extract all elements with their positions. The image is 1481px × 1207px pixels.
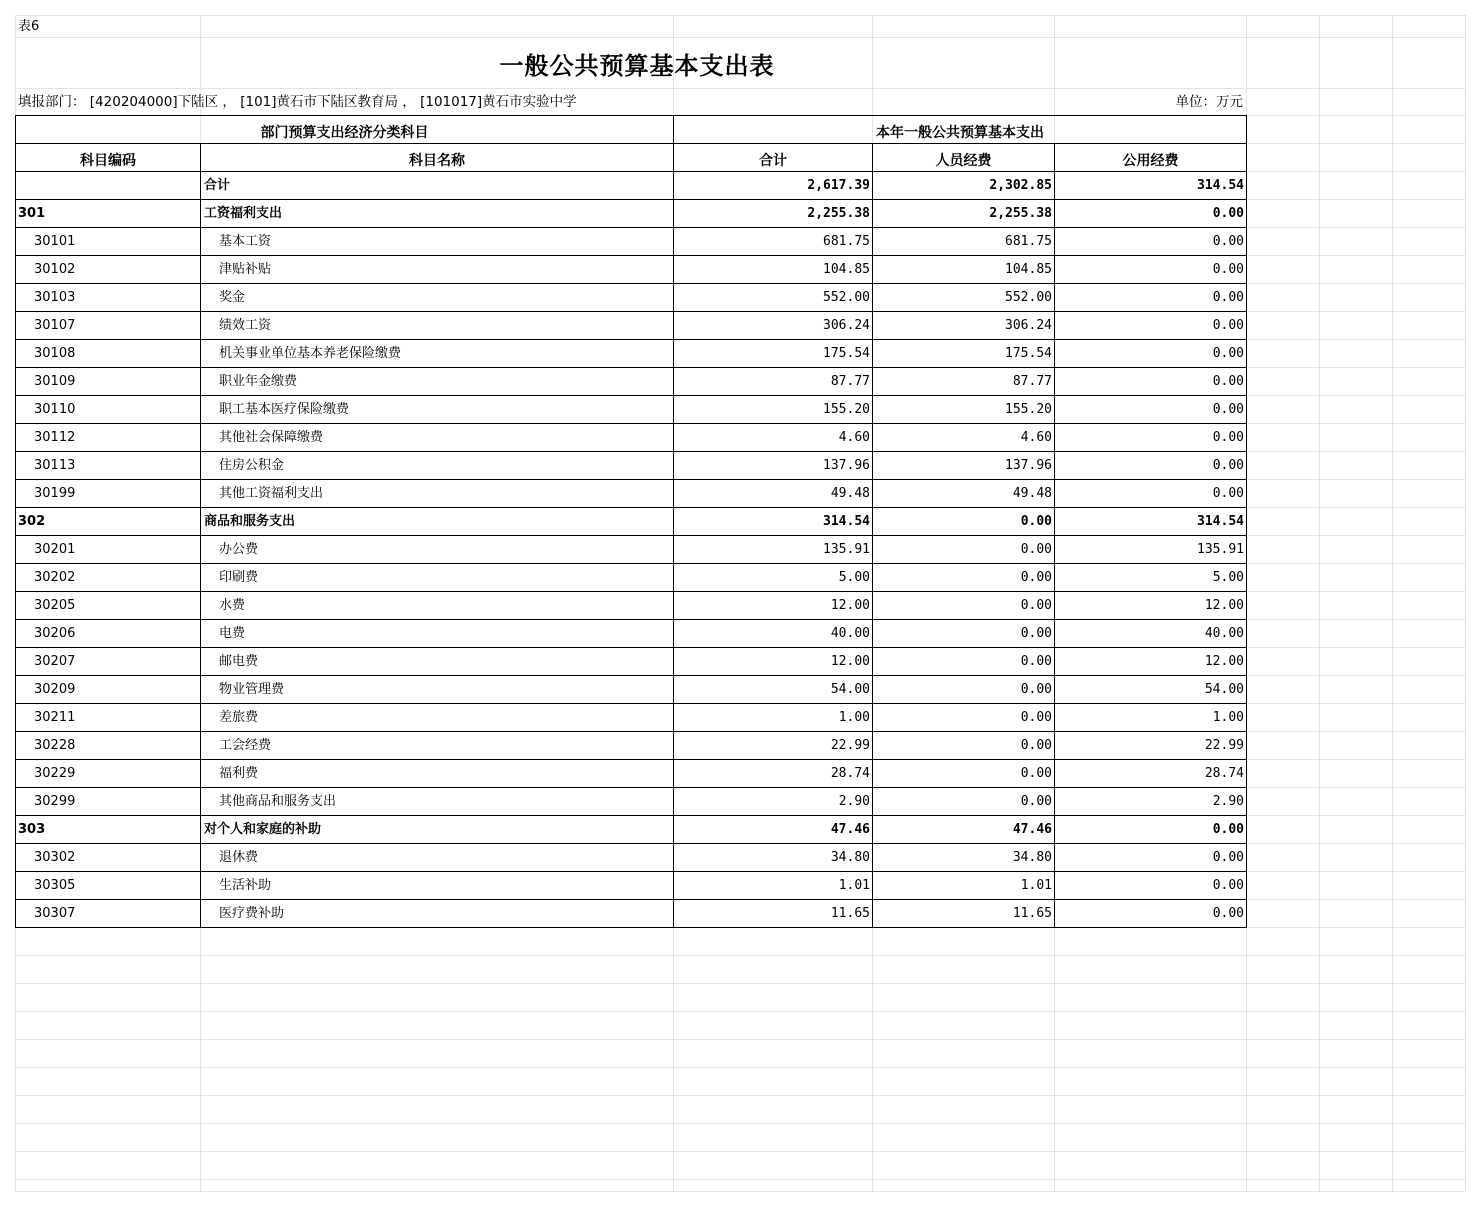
- row-name: 电费: [219, 626, 246, 641]
- gridline-horizontal: [15, 1123, 1465, 1124]
- row-public: 0.00: [1212, 906, 1244, 921]
- row-name: 差旅费: [219, 710, 259, 725]
- row-personnel: 552.00: [1005, 290, 1052, 305]
- gridline-horizontal: [15, 1039, 1465, 1040]
- row-code: 30299: [34, 794, 76, 809]
- row-name: 邮电费: [219, 654, 259, 669]
- row-code: 30302: [34, 850, 76, 865]
- unit-label: 单位：万元: [1175, 94, 1243, 110]
- filing-department: 填报部门： [420204000]下陆区 ， [101]黄石市下陆区教育局 ， [101017]黄石市实验中学: [18, 94, 577, 110]
- row-total: 306.24: [823, 318, 870, 333]
- row-total: 54.00: [830, 682, 870, 697]
- header-personnel: 人员经费: [935, 153, 992, 169]
- row-total: 12.00: [830, 654, 870, 669]
- row-public: 12.00: [1204, 654, 1244, 669]
- row-code: 30110: [34, 402, 76, 417]
- row-code: 30103: [34, 290, 76, 305]
- row-total: 175.54: [823, 346, 870, 361]
- row-code: 30228: [34, 738, 76, 753]
- row-code: 30113: [34, 458, 76, 473]
- row-public: 0.00: [1212, 290, 1244, 305]
- row-public: 28.74: [1204, 766, 1244, 781]
- header-total: 合计: [759, 153, 787, 169]
- row-name: 机关事业单位基本养老保险缴费: [219, 346, 402, 361]
- row-public: 12.00: [1204, 598, 1244, 613]
- row-name: 物业管理费: [219, 682, 285, 697]
- header-name: 科目名称: [409, 153, 465, 169]
- row-public: 5.00: [1212, 570, 1244, 585]
- page-title: 一般公共预算基本支出表: [499, 51, 775, 80]
- gridline-horizontal: [15, 955, 1465, 956]
- row-total: 1.00: [838, 710, 870, 725]
- row-total: 104.85: [823, 262, 870, 277]
- row-code: 30102: [34, 262, 76, 277]
- table-border: [1054, 143, 1055, 927]
- row-total: 681.75: [823, 234, 870, 249]
- row-name: 商品和服务支出: [204, 514, 296, 529]
- row-name: 合计: [204, 178, 231, 193]
- row-personnel: 1.01: [1020, 878, 1052, 893]
- row-total: 5.00: [838, 570, 870, 585]
- gridline-vertical: [1319, 15, 1320, 1191]
- row-personnel: 11.65: [1012, 906, 1052, 921]
- row-total: 2,255.38: [807, 206, 870, 221]
- row-personnel: 0.00: [1020, 710, 1052, 725]
- row-public: 1.00: [1212, 710, 1244, 725]
- row-name: 印刷费: [219, 570, 259, 585]
- row-personnel: 0.00: [1020, 542, 1052, 557]
- row-personnel: 2,255.38: [989, 206, 1052, 221]
- row-total: 34.80: [830, 850, 870, 865]
- gridline-horizontal: [15, 1191, 1465, 1192]
- row-personnel: 87.77: [1012, 374, 1052, 389]
- row-public: 2.90: [1212, 794, 1244, 809]
- row-code: 30305: [34, 878, 76, 893]
- gridline-horizontal: [15, 37, 1465, 38]
- row-code: 30201: [34, 542, 76, 557]
- row-name: 职工基本医疗保险缴费: [219, 402, 350, 417]
- row-total: 22.99: [830, 738, 870, 753]
- gridline-horizontal: [15, 15, 1465, 16]
- row-code: 302: [18, 514, 46, 529]
- row-code: 30112: [34, 430, 76, 445]
- row-name: 生活补助: [219, 878, 272, 893]
- row-personnel: 306.24: [1005, 318, 1052, 333]
- row-public: 0.00: [1212, 822, 1244, 837]
- row-total: 552.00: [823, 290, 870, 305]
- gridline-horizontal: [15, 1067, 1465, 1068]
- row-total: 135.91: [823, 542, 870, 557]
- row-personnel: 47.46: [1012, 822, 1052, 837]
- row-personnel: 0.00: [1020, 738, 1052, 753]
- row-personnel: 155.20: [1005, 402, 1052, 417]
- row-name: 福利费: [219, 766, 259, 781]
- table-border: [673, 115, 674, 927]
- row-public: 22.99: [1204, 738, 1244, 753]
- row-public: 314.54: [1197, 178, 1244, 193]
- row-total: 1.01: [838, 878, 870, 893]
- row-name: 基本工资: [219, 234, 272, 249]
- row-code: 30307: [34, 906, 76, 921]
- row-total: 12.00: [830, 598, 870, 613]
- row-name: 其他商品和服务支出: [219, 794, 337, 809]
- gridline-horizontal: [15, 1095, 1465, 1096]
- row-code: 30199: [34, 486, 76, 501]
- row-name: 工会经费: [219, 738, 272, 753]
- row-code: 30207: [34, 654, 76, 669]
- row-name: 绩效工资: [219, 318, 272, 333]
- header-public: 公用经费: [1122, 153, 1179, 169]
- row-personnel: 0.00: [1020, 682, 1052, 697]
- row-personnel: 4.60: [1020, 430, 1052, 445]
- row-public: 0.00: [1212, 486, 1244, 501]
- header-group-classification: 部门预算支出经济分类科目: [260, 125, 429, 141]
- gridline-vertical: [1465, 15, 1466, 1191]
- row-name: 水费: [219, 598, 246, 613]
- row-public: 0.00: [1212, 374, 1244, 389]
- row-name: 医疗费补助: [219, 906, 285, 921]
- row-code: 30109: [34, 374, 76, 389]
- row-personnel: 0.00: [1020, 626, 1052, 641]
- row-code: 30107: [34, 318, 76, 333]
- row-code: 301: [18, 206, 46, 221]
- row-personnel: 0.00: [1020, 766, 1052, 781]
- row-name: 退休费: [219, 850, 259, 865]
- row-code: 30206: [34, 626, 76, 641]
- table-border: [872, 143, 873, 927]
- row-personnel: 2,302.85: [989, 178, 1052, 193]
- row-personnel: 681.75: [1005, 234, 1052, 249]
- row-public: 0.00: [1212, 430, 1244, 445]
- row-code: 30202: [34, 570, 76, 585]
- table-border: [15, 115, 16, 927]
- row-personnel: 104.85: [1005, 262, 1052, 277]
- row-total: 155.20: [823, 402, 870, 417]
- row-public: 40.00: [1204, 626, 1244, 641]
- row-personnel: 0.00: [1020, 514, 1052, 529]
- row-public: 0.00: [1212, 206, 1244, 221]
- row-name: 住房公积金: [219, 458, 285, 473]
- row-personnel: 0.00: [1020, 598, 1052, 613]
- row-total: 49.48: [830, 486, 870, 501]
- gridline-horizontal: [15, 1179, 1465, 1180]
- gridline-horizontal: [15, 983, 1465, 984]
- gridline-horizontal: [15, 88, 1465, 89]
- row-public: 314.54: [1197, 514, 1244, 529]
- gridline-horizontal: [15, 1151, 1465, 1152]
- row-code: 30211: [34, 710, 76, 725]
- row-code: 30229: [34, 766, 76, 781]
- row-public: 0.00: [1212, 402, 1244, 417]
- row-public: 0.00: [1212, 878, 1244, 893]
- header-code: 科目编码: [80, 153, 136, 169]
- table-border: [200, 143, 201, 927]
- row-personnel: 0.00: [1020, 654, 1052, 669]
- row-public: 135.91: [1197, 542, 1244, 557]
- row-total: 2.90: [838, 794, 870, 809]
- row-code: 30101: [34, 234, 76, 249]
- row-name: 其他工资福利支出: [219, 486, 324, 501]
- table-border: [1246, 115, 1247, 927]
- table-border: [15, 115, 1247, 116]
- row-personnel: 0.00: [1020, 794, 1052, 809]
- row-total: 87.77: [830, 374, 870, 389]
- row-name: 津贴补贴: [219, 262, 272, 277]
- row-public: 0.00: [1212, 850, 1244, 865]
- row-public: 0.00: [1212, 318, 1244, 333]
- row-public: 54.00: [1204, 682, 1244, 697]
- row-public: 0.00: [1212, 346, 1244, 361]
- header-group-basic-expenditure: 本年一般公共预算基本支出: [876, 125, 1044, 141]
- gridline-vertical: [1392, 15, 1393, 1191]
- row-total: 40.00: [830, 626, 870, 641]
- row-public: 0.00: [1212, 458, 1244, 473]
- row-total: 2,617.39: [807, 178, 870, 193]
- row-personnel: 49.48: [1012, 486, 1052, 501]
- row-code: 303: [18, 822, 46, 837]
- row-total: 28.74: [830, 766, 870, 781]
- row-code: 30108: [34, 346, 76, 361]
- row-name: 对个人和家庭的补助: [204, 822, 322, 837]
- row-name: 其他社会保障缴费: [219, 430, 324, 445]
- row-code: 30209: [34, 682, 76, 697]
- row-personnel: 0.00: [1020, 570, 1052, 585]
- row-total: 4.60: [838, 430, 870, 445]
- row-name: 工资福利支出: [204, 206, 283, 221]
- row-name: 办公费: [219, 542, 259, 557]
- row-code: 30205: [34, 598, 76, 613]
- row-name: 奖金: [219, 290, 246, 305]
- row-total: 47.46: [830, 822, 870, 837]
- row-personnel: 137.96: [1005, 458, 1052, 473]
- sheet-label: 表6: [18, 19, 40, 34]
- row-personnel: 34.80: [1012, 850, 1052, 865]
- table-border: [15, 927, 1247, 928]
- row-name: 职业年金缴费: [219, 374, 298, 389]
- row-public: 0.00: [1212, 262, 1244, 277]
- row-total: 314.54: [823, 514, 870, 529]
- row-total: 137.96: [823, 458, 870, 473]
- row-personnel: 175.54: [1005, 346, 1052, 361]
- gridline-horizontal: [15, 1011, 1465, 1012]
- row-public: 0.00: [1212, 234, 1244, 249]
- row-total: 11.65: [830, 906, 870, 921]
